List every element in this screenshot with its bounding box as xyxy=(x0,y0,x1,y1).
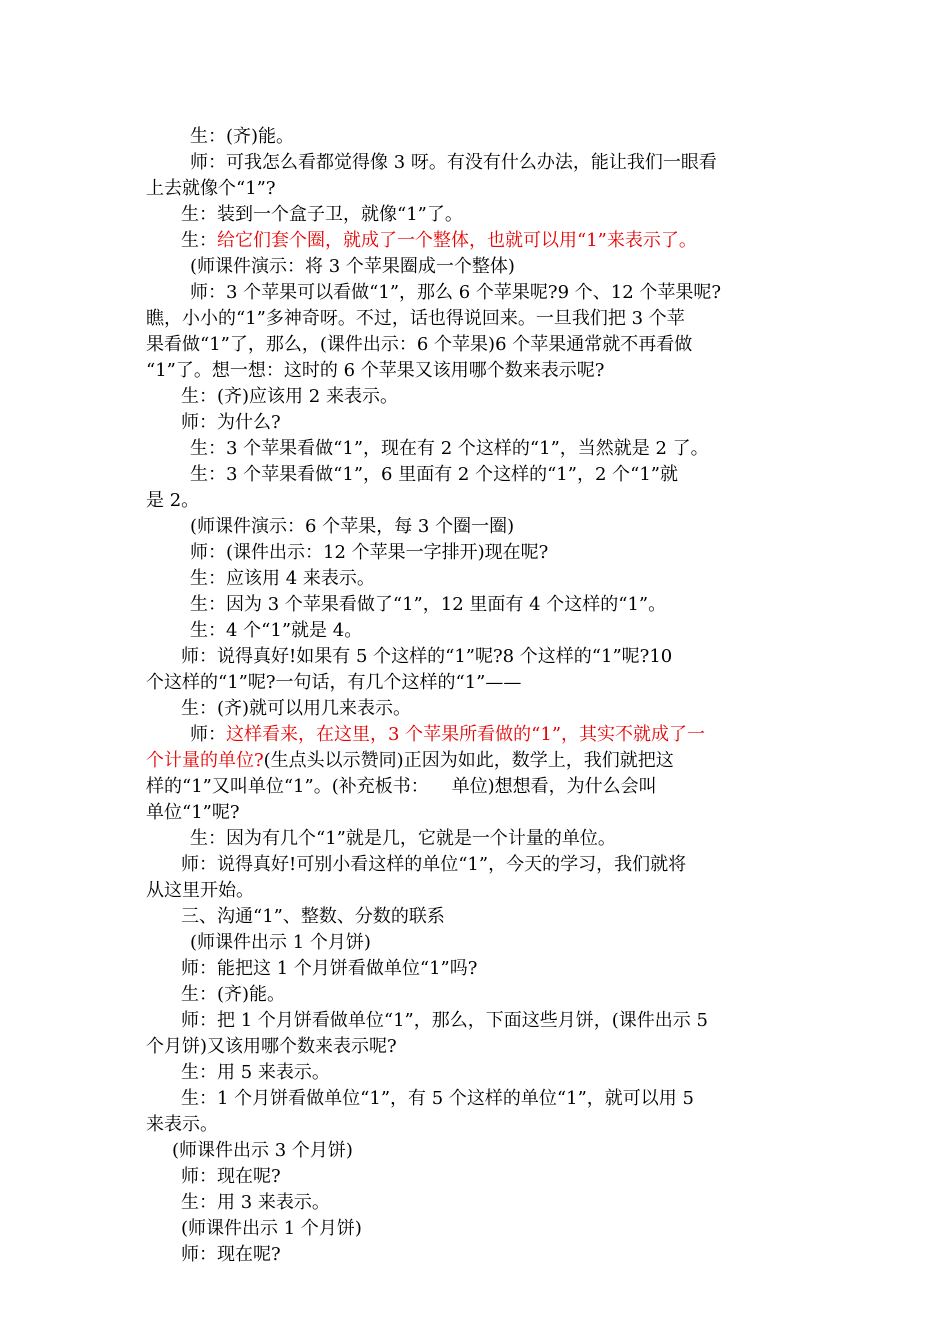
text-line: 个这样的“1”呢?一句话，有几个这样的“1”—— xyxy=(146,672,522,693)
highlighted-text: 个计量的单位? xyxy=(146,750,264,771)
text-line xyxy=(181,228,697,254)
text-line: 师：为什么? xyxy=(181,412,281,433)
text-line: 生：用 5 来表示。 xyxy=(181,1062,330,1083)
text-line: (师课件出示 1 个月饼) xyxy=(181,1218,362,1239)
text-line: 单位“1”呢? xyxy=(146,802,240,823)
text-line: 上去就像个“1”? xyxy=(146,178,276,199)
speaker-label: 师： xyxy=(190,724,226,745)
plain-text: (生点头以示赞同)正因为如此，数学上，我们就把这 xyxy=(263,750,674,771)
text-line: 师：说得真好!可别小看这样的单位“1”，今天的学习，我们就将 xyxy=(181,854,687,875)
text-line: (师课件出示 1 个月饼) xyxy=(190,932,371,953)
text-line: (师课件出示 3 个月饼) xyxy=(172,1140,353,1161)
text-line: “1”了。想一想：这时的 6 个苹果又该用哪个数来表示呢? xyxy=(146,360,605,381)
text-line: (师课件演示：将 3 个苹果圈成一个整体) xyxy=(190,256,515,277)
text-line: 师：现在呢? xyxy=(181,1244,281,1265)
text-line: 师：3 个苹果可以看做“1”，那么 6 个苹果呢?9 个、12 个苹果呢? xyxy=(190,282,722,303)
highlighted-text: 这样看来，在这里，3 个苹果所看做的“1”，其实不就成了一 xyxy=(226,724,706,745)
text-line: 师：能把这 1 个月饼看做单位“1”吗? xyxy=(181,958,478,979)
text-line: 生：1 个月饼看做单位“1”，有 5 个这样的单位“1”，就可以用 5 xyxy=(181,1088,694,1109)
text-line: 瞧，小小的“1”多神奇呀。不过，话也得说回来。一旦我们把 3 个苹 xyxy=(146,308,685,329)
text-line: 生：因为有几个“1”就是几，它就是一个计量的单位。 xyxy=(190,828,616,849)
text-line: 样的“1”又叫单位“1”。(补充板书： 单位)想想看，为什么会叫 xyxy=(146,776,657,797)
text-line: 个月饼)又该用哪个数来表示呢? xyxy=(146,1036,397,1057)
text-line: 师：现在呢? xyxy=(181,1166,281,1187)
text-line: 生：用 3 来表示。 xyxy=(181,1192,330,1213)
section-heading: 三、沟通“1”、整数、分数的联系 xyxy=(181,906,445,927)
text-line xyxy=(190,722,705,748)
text-line: 从这里开始。 xyxy=(146,880,254,901)
text-line: 生：(齐)应该用 2 来表示。 xyxy=(181,386,398,407)
text-line: 师：可我怎么看都觉得像 3 呀。有没有什么办法，能让我们一眼看 xyxy=(190,152,717,173)
text-line: 来表示。 xyxy=(146,1114,218,1135)
text-line: 生：应该用 4 来表示。 xyxy=(190,568,375,589)
text-line: 果看做“1”了，那么，(课件出示：6 个苹果)6 个苹果通常就不再看做 xyxy=(146,334,693,355)
text-line: 生：(齐)能。 xyxy=(190,126,295,147)
text-line: 师：把 1 个月饼看做单位“1”，那么，下面这些月饼，(课件出示 5 xyxy=(181,1010,708,1031)
text-line: 师：(课件出示：12 个苹果一字排开)现在呢? xyxy=(190,542,549,563)
text-line: 生：装到一个盒子卫，就像“1”了。 xyxy=(181,204,463,225)
text-line: 生：因为 3 个苹果看做了“1”，12 里面有 4 个这样的“1”。 xyxy=(190,594,667,615)
speaker-label: 生： xyxy=(181,230,217,251)
text-line: 生：3 个苹果看做“1”，现在有 2 个这样的“1”，当然就是 2 了。 xyxy=(190,438,709,459)
highlighted-text: 给它们套个圈，就成了一个整体，也就可以用“1”来表示了。 xyxy=(217,230,697,251)
text-line: 生：(齐)能。 xyxy=(181,984,286,1005)
text-line: 生：(齐)就可以用几来表示。 xyxy=(181,698,412,719)
text-line: 生：4 个“1”就是 4。 xyxy=(190,620,363,641)
text-line: 是 2。 xyxy=(146,490,200,511)
text-line: 生：3 个苹果看做“1”，6 里面有 2 个这样的“1”，2 个“1”就 xyxy=(190,464,678,485)
text-line: (师课件演示：6 个苹果，每 3 个圈一圈) xyxy=(190,516,515,537)
text-line xyxy=(146,748,674,774)
text-line: 师：说得真好!如果有 5 个这样的“1”呢?8 个这样的“1”呢?10 xyxy=(181,646,673,667)
